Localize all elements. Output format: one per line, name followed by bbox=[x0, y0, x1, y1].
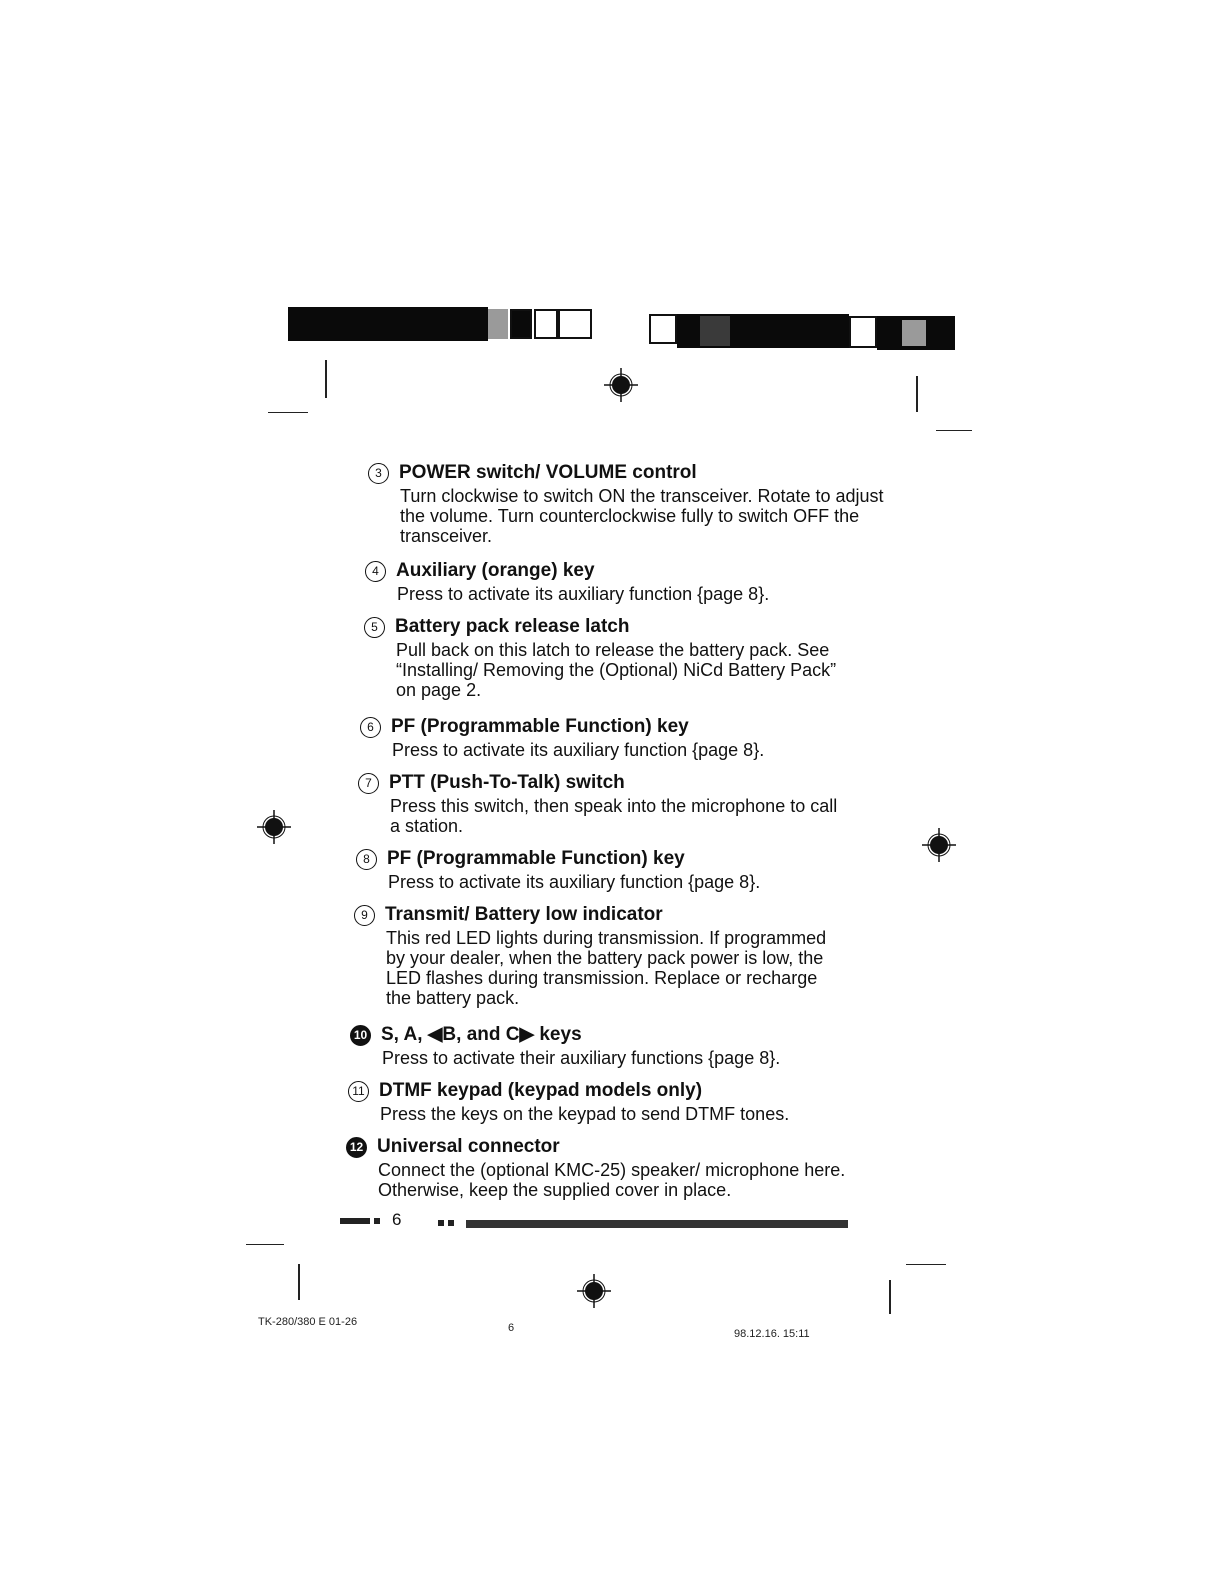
item-number: 3 bbox=[368, 463, 389, 484]
list-item bbox=[348, 1080, 868, 1124]
registration-square bbox=[534, 309, 558, 339]
crop-mark bbox=[916, 376, 918, 412]
item-number: 8 bbox=[356, 849, 377, 870]
item-description: Connect the (optional KMC-25) speaker/ microphone here. Otherwise, keep the supplied cover in place. bbox=[378, 1160, 846, 1200]
item-title bbox=[358, 772, 848, 794]
footer-document-code: TK-280/380 E 01-26 bbox=[258, 1316, 358, 1328]
item-description: Press to activate its auxiliary function {page 8}. bbox=[388, 872, 761, 892]
item-number: 5 bbox=[364, 617, 385, 638]
item-title bbox=[348, 1080, 868, 1102]
item-title-text: Transmit/ Battery low indicator bbox=[385, 904, 663, 925]
item-number: 4 bbox=[365, 561, 386, 582]
item-title bbox=[356, 848, 876, 870]
crop-mark bbox=[325, 360, 327, 398]
item-number: 10 bbox=[350, 1025, 371, 1046]
item-description: This red LED lights during transmission. If programmed by your dealer, when the battery pack power is low, the LED flashes during transmission. Replace or recharge the battery pack. bbox=[386, 928, 827, 1008]
item-title bbox=[365, 560, 885, 582]
list-item bbox=[358, 772, 848, 836]
crop-mark bbox=[936, 430, 972, 431]
item-title bbox=[350, 1024, 870, 1046]
item-number: 12 bbox=[346, 1137, 367, 1158]
item-number: 9 bbox=[354, 905, 375, 926]
registration-gray-square bbox=[700, 316, 730, 346]
registration-bar-left bbox=[288, 307, 488, 341]
item-description: Press this switch, then speak into the microphone to call a station. bbox=[390, 796, 838, 836]
page-rule-mark bbox=[448, 1220, 454, 1226]
item-description: Press to activate its auxiliary function {page 8}. bbox=[392, 740, 765, 760]
item-title-text: Battery pack release latch bbox=[395, 616, 630, 637]
item-description: Pull back on this latch to release the battery pack. See “Installing/ Removing the (Optional) NiCd Battery Pack” on page 2. bbox=[396, 640, 837, 700]
page-rule-mark bbox=[438, 1220, 444, 1226]
list-item bbox=[354, 904, 844, 1008]
item-number: 6 bbox=[360, 717, 381, 738]
item-description: Press the keys on the keypad to send DTMF tones. bbox=[380, 1104, 790, 1124]
item-title-text: Auxiliary (orange) key bbox=[396, 560, 595, 581]
item-title bbox=[360, 716, 880, 738]
crop-mark bbox=[246, 1244, 284, 1245]
item-title-text: PF (Programmable Function) key bbox=[391, 716, 689, 737]
page-rule bbox=[466, 1220, 848, 1228]
item-number: 11 bbox=[348, 1081, 369, 1102]
list-item bbox=[350, 1024, 870, 1068]
registration-crosshair-icon bbox=[922, 828, 956, 862]
item-description: Press to activate its auxiliary function {page 8}. bbox=[397, 584, 770, 604]
registration-gray-square bbox=[902, 320, 926, 346]
list-item bbox=[346, 1136, 856, 1200]
item-title-text: DTMF keypad (keypad models only) bbox=[379, 1080, 703, 1101]
item-title-text: POWER switch/ VOLUME control bbox=[399, 462, 697, 483]
item-description: Turn clockwise to switch ON the transceiver. Rotate to adjust the volume. Turn counterclockwise fully to switch OFF the transceiver. bbox=[400, 486, 884, 546]
registration-gray-square bbox=[488, 309, 508, 339]
crop-mark bbox=[889, 1280, 891, 1314]
page-rule-mark bbox=[374, 1218, 380, 1224]
item-title bbox=[346, 1136, 856, 1158]
page-number: 6 bbox=[392, 1210, 402, 1229]
item-number: 7 bbox=[358, 773, 379, 794]
item-description: Press to activate their auxiliary functions {page 8}. bbox=[382, 1048, 781, 1068]
crop-mark bbox=[298, 1264, 300, 1300]
registration-crosshair-icon bbox=[604, 368, 638, 402]
item-title bbox=[368, 462, 888, 484]
item-title-text: S, A, ◀B, and C▶ keys bbox=[381, 1024, 582, 1045]
registration-square bbox=[510, 309, 532, 339]
item-title bbox=[354, 904, 844, 926]
page-rule-mark bbox=[340, 1218, 370, 1224]
list-item bbox=[356, 848, 876, 892]
item-title-text: PF (Programmable Function) key bbox=[387, 848, 685, 869]
registration-crosshair-icon bbox=[257, 810, 291, 844]
list-item bbox=[365, 560, 885, 604]
item-title-text: PTT (Push-To-Talk) switch bbox=[389, 772, 625, 793]
registration-square bbox=[849, 316, 877, 348]
crop-mark bbox=[906, 1264, 946, 1265]
list-item bbox=[368, 462, 888, 546]
registration-crosshair-icon bbox=[577, 1274, 611, 1308]
registration-square bbox=[649, 314, 677, 344]
footer-page-number: 6 bbox=[508, 1322, 515, 1334]
registration-square bbox=[558, 309, 592, 339]
crop-mark bbox=[268, 412, 308, 413]
item-title bbox=[364, 616, 844, 638]
list-item bbox=[364, 616, 844, 700]
list-item bbox=[360, 716, 880, 760]
footer-timestamp: 98.12.16. 15:11 bbox=[734, 1328, 810, 1340]
item-title-text: Universal connector bbox=[377, 1136, 560, 1157]
